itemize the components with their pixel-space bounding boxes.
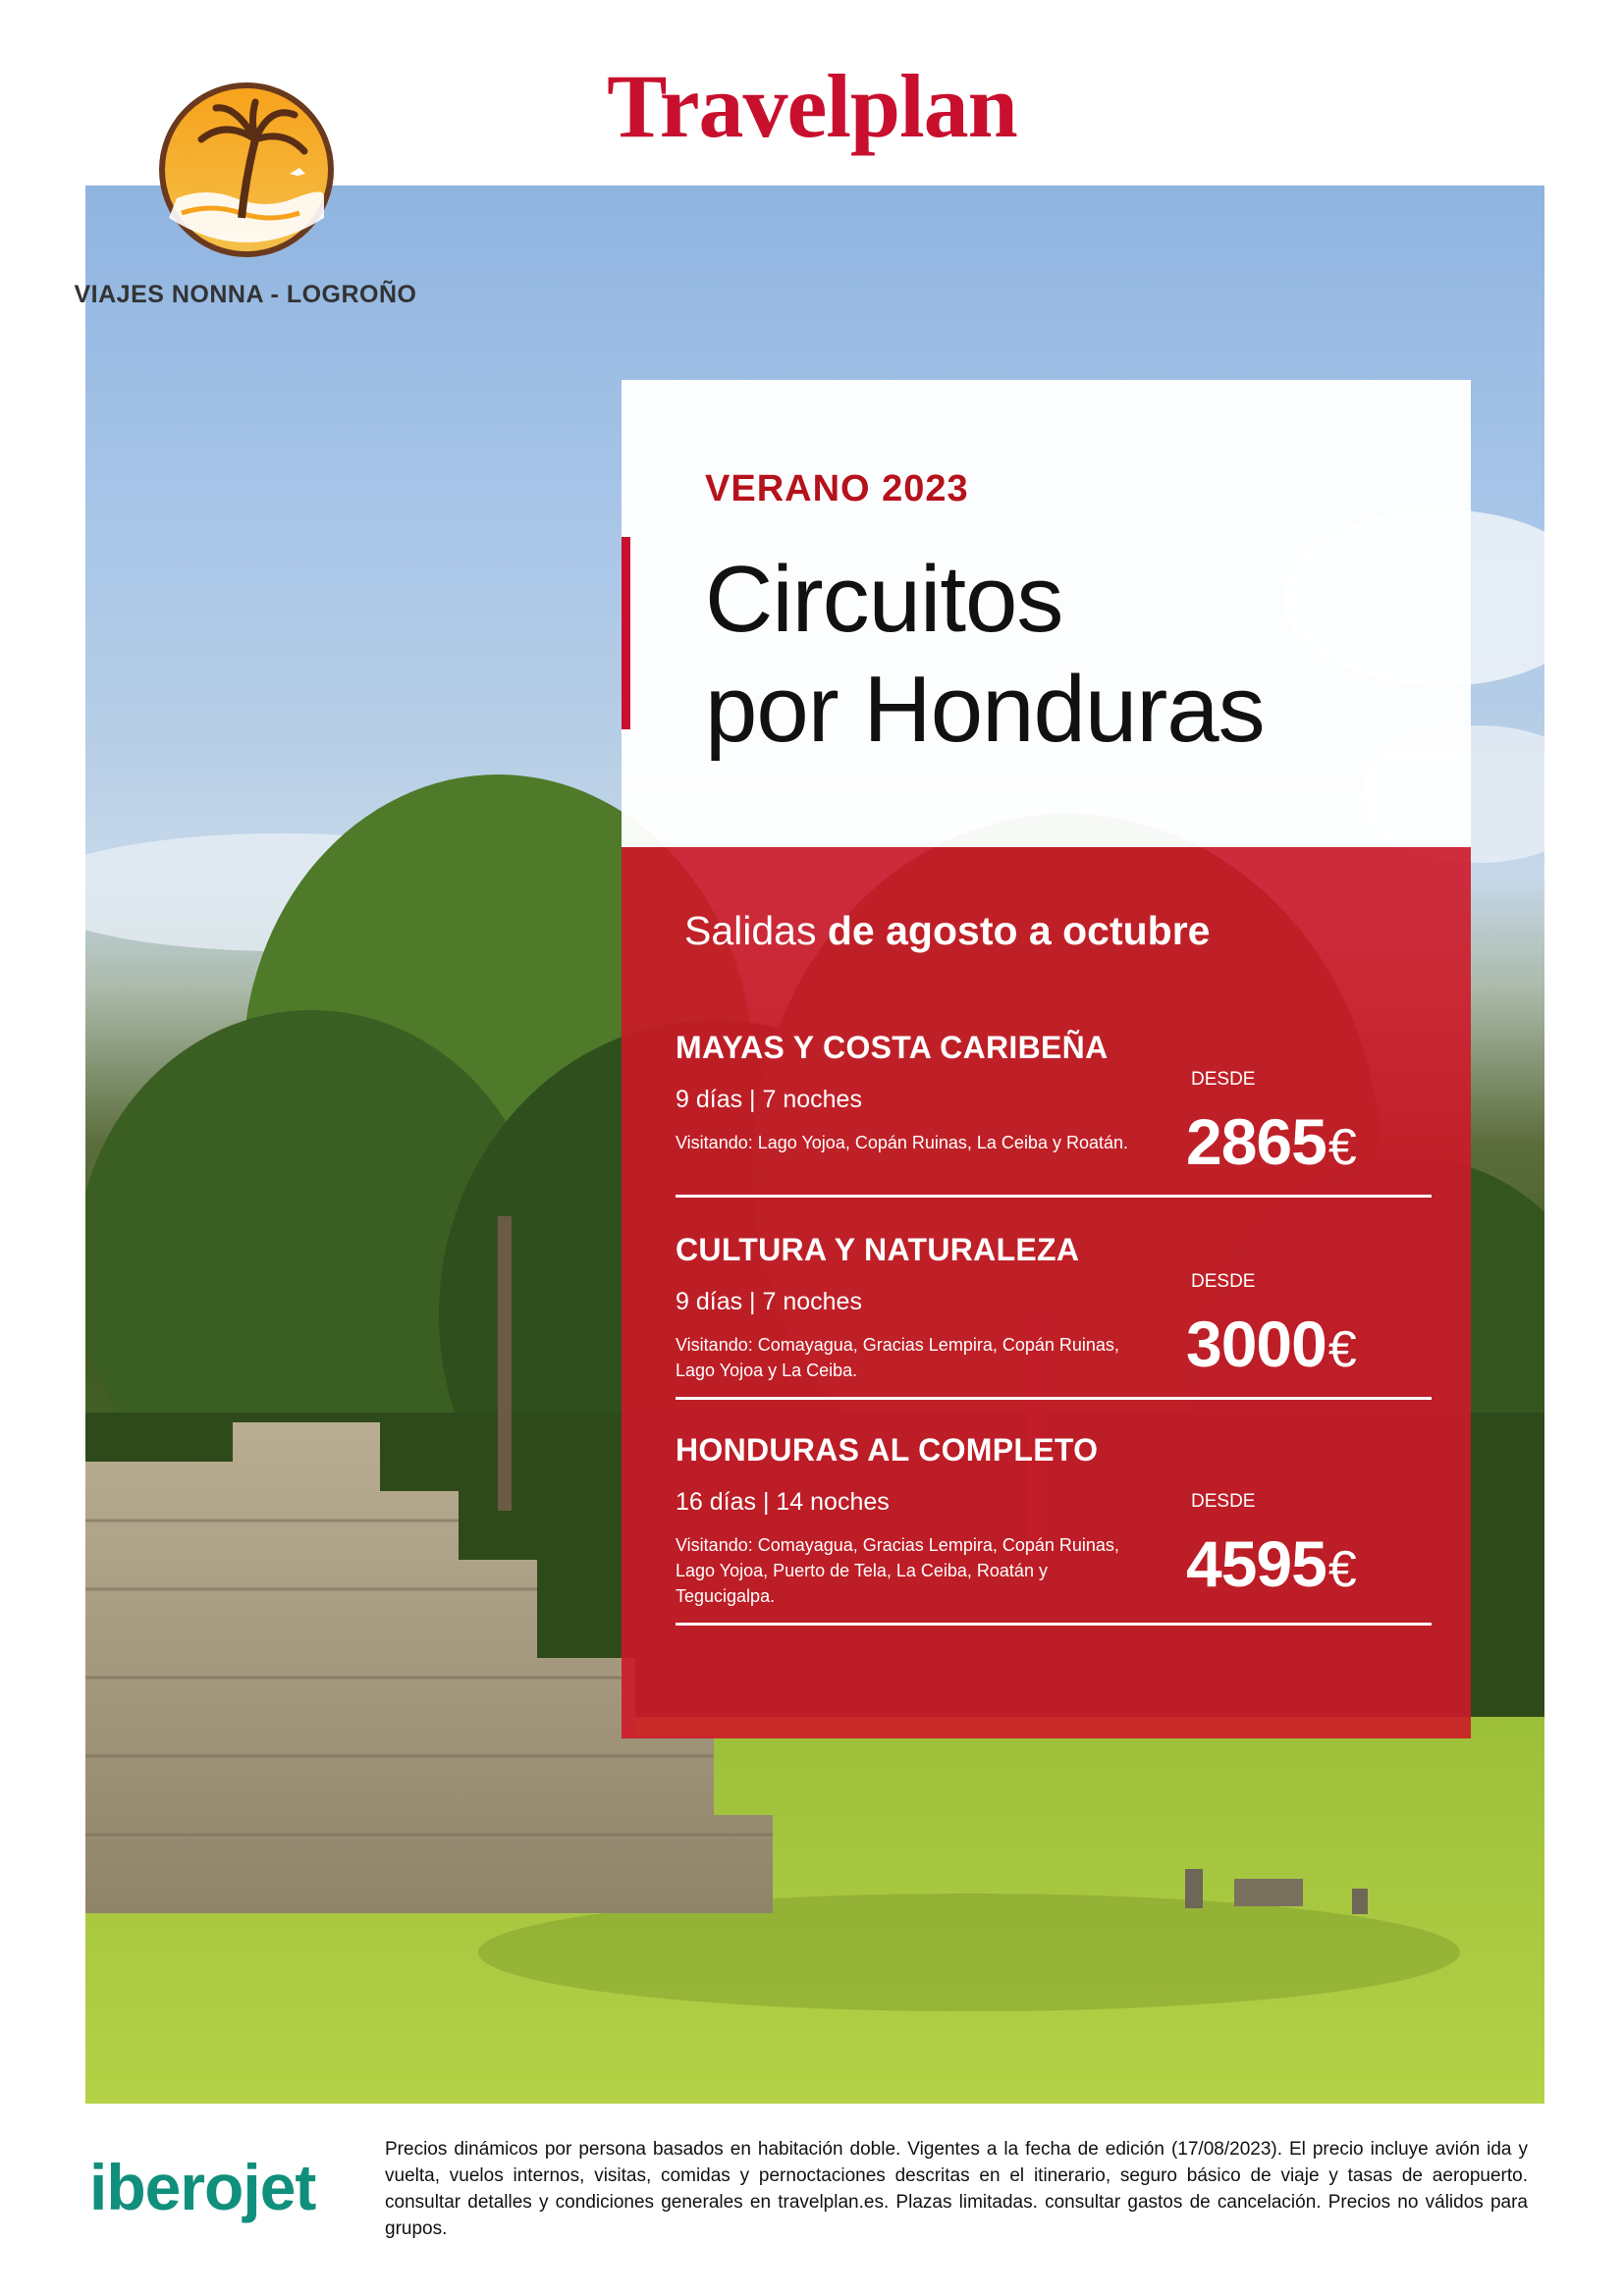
headline — [705, 545, 1265, 765]
price-prefix: DESDE — [1191, 1069, 1256, 1090]
price-prefix: DESDE — [1191, 1491, 1256, 1512]
palm-tree-sunset-icon — [157, 80, 336, 259]
headline-line-1: Circuitos — [705, 547, 1063, 652]
dates-prefix: Salidas — [684, 908, 817, 953]
brand-title: Travelplan — [607, 56, 1017, 156]
price-currency: € — [1327, 1321, 1356, 1378]
price-value: 4595 — [1186, 1527, 1326, 1600]
dates-range: de agosto a octubre — [827, 908, 1211, 953]
tour-duration: 16 días | 14 noches — [676, 1488, 890, 1516]
price-value: 3000 — [1186, 1308, 1326, 1380]
price-prefix: DESDE — [1191, 1271, 1256, 1292]
tour-duration: 9 días | 7 noches — [676, 1086, 862, 1113]
tour-name: MAYAS Y COSTA CARIBEÑA — [676, 1030, 1109, 1065]
tours-panel — [622, 847, 1471, 1738]
price-value: 2865 — [1186, 1105, 1326, 1178]
tour-price — [1186, 1307, 1356, 1381]
season-label: VERANO 2023 — [705, 468, 969, 509]
tour-visits: Visitando: Comayagua, Gracias Lempira, Copán Ruinas, Lago Yojoa, Puerto de Tela, La Ceiba, Roatán y Tegucigalpa. — [676, 1535, 1119, 1606]
tour-divider — [676, 1623, 1432, 1626]
disclaimer-text: Precios dinámicos por persona basados en habitación doble. Vigentes a la fecha de edición (17/08/2023). El precio incluye avión ida y vuelta, vuelos internos, visitas, comidas y pernoctaciones descritas en el itinerario, seguro básico de viaje y tasas de aeropuerto. consultar detalles y condiciones generales en travelplan.es. Plazas limitadas. consultar gastos de cancelación. Precios no válidos para grupos. — [385, 2139, 1528, 2239]
tour-visits: Visitando: Lago Yojoa, Copán Ruinas, La Ceiba y Roatán. — [676, 1133, 1129, 1152]
agency-name: VIAJES NONNA - LOGROÑO — [74, 281, 417, 308]
operator-logo: iberojet — [89, 2151, 316, 2223]
agency-logo — [157, 80, 336, 259]
tour-divider — [676, 1195, 1432, 1198]
tour-name: HONDURAS AL COMPLETO — [676, 1432, 1099, 1468]
headline-line-2: por Honduras — [705, 657, 1265, 762]
departure-dates — [684, 908, 1210, 954]
tour-divider — [676, 1397, 1432, 1400]
price-currency: € — [1327, 1119, 1356, 1176]
tour-visits: Visitando: Comayagua, Gracias Lempira, Copán Ruinas, Lago Yojoa y La Ceiba. — [676, 1335, 1119, 1380]
tour-item — [676, 1232, 1432, 1383]
tour-name: CULTURA Y NATURALEZA — [676, 1232, 1080, 1267]
tour-item — [676, 1030, 1432, 1178]
price-currency: € — [1327, 1541, 1356, 1598]
tour-price — [1186, 1104, 1356, 1179]
accent-bar — [622, 537, 630, 729]
tour-duration: 9 días | 7 noches — [676, 1288, 862, 1315]
tour-price — [1186, 1526, 1356, 1601]
offer-header-panel — [622, 380, 1471, 847]
tour-item — [676, 1432, 1432, 1609]
